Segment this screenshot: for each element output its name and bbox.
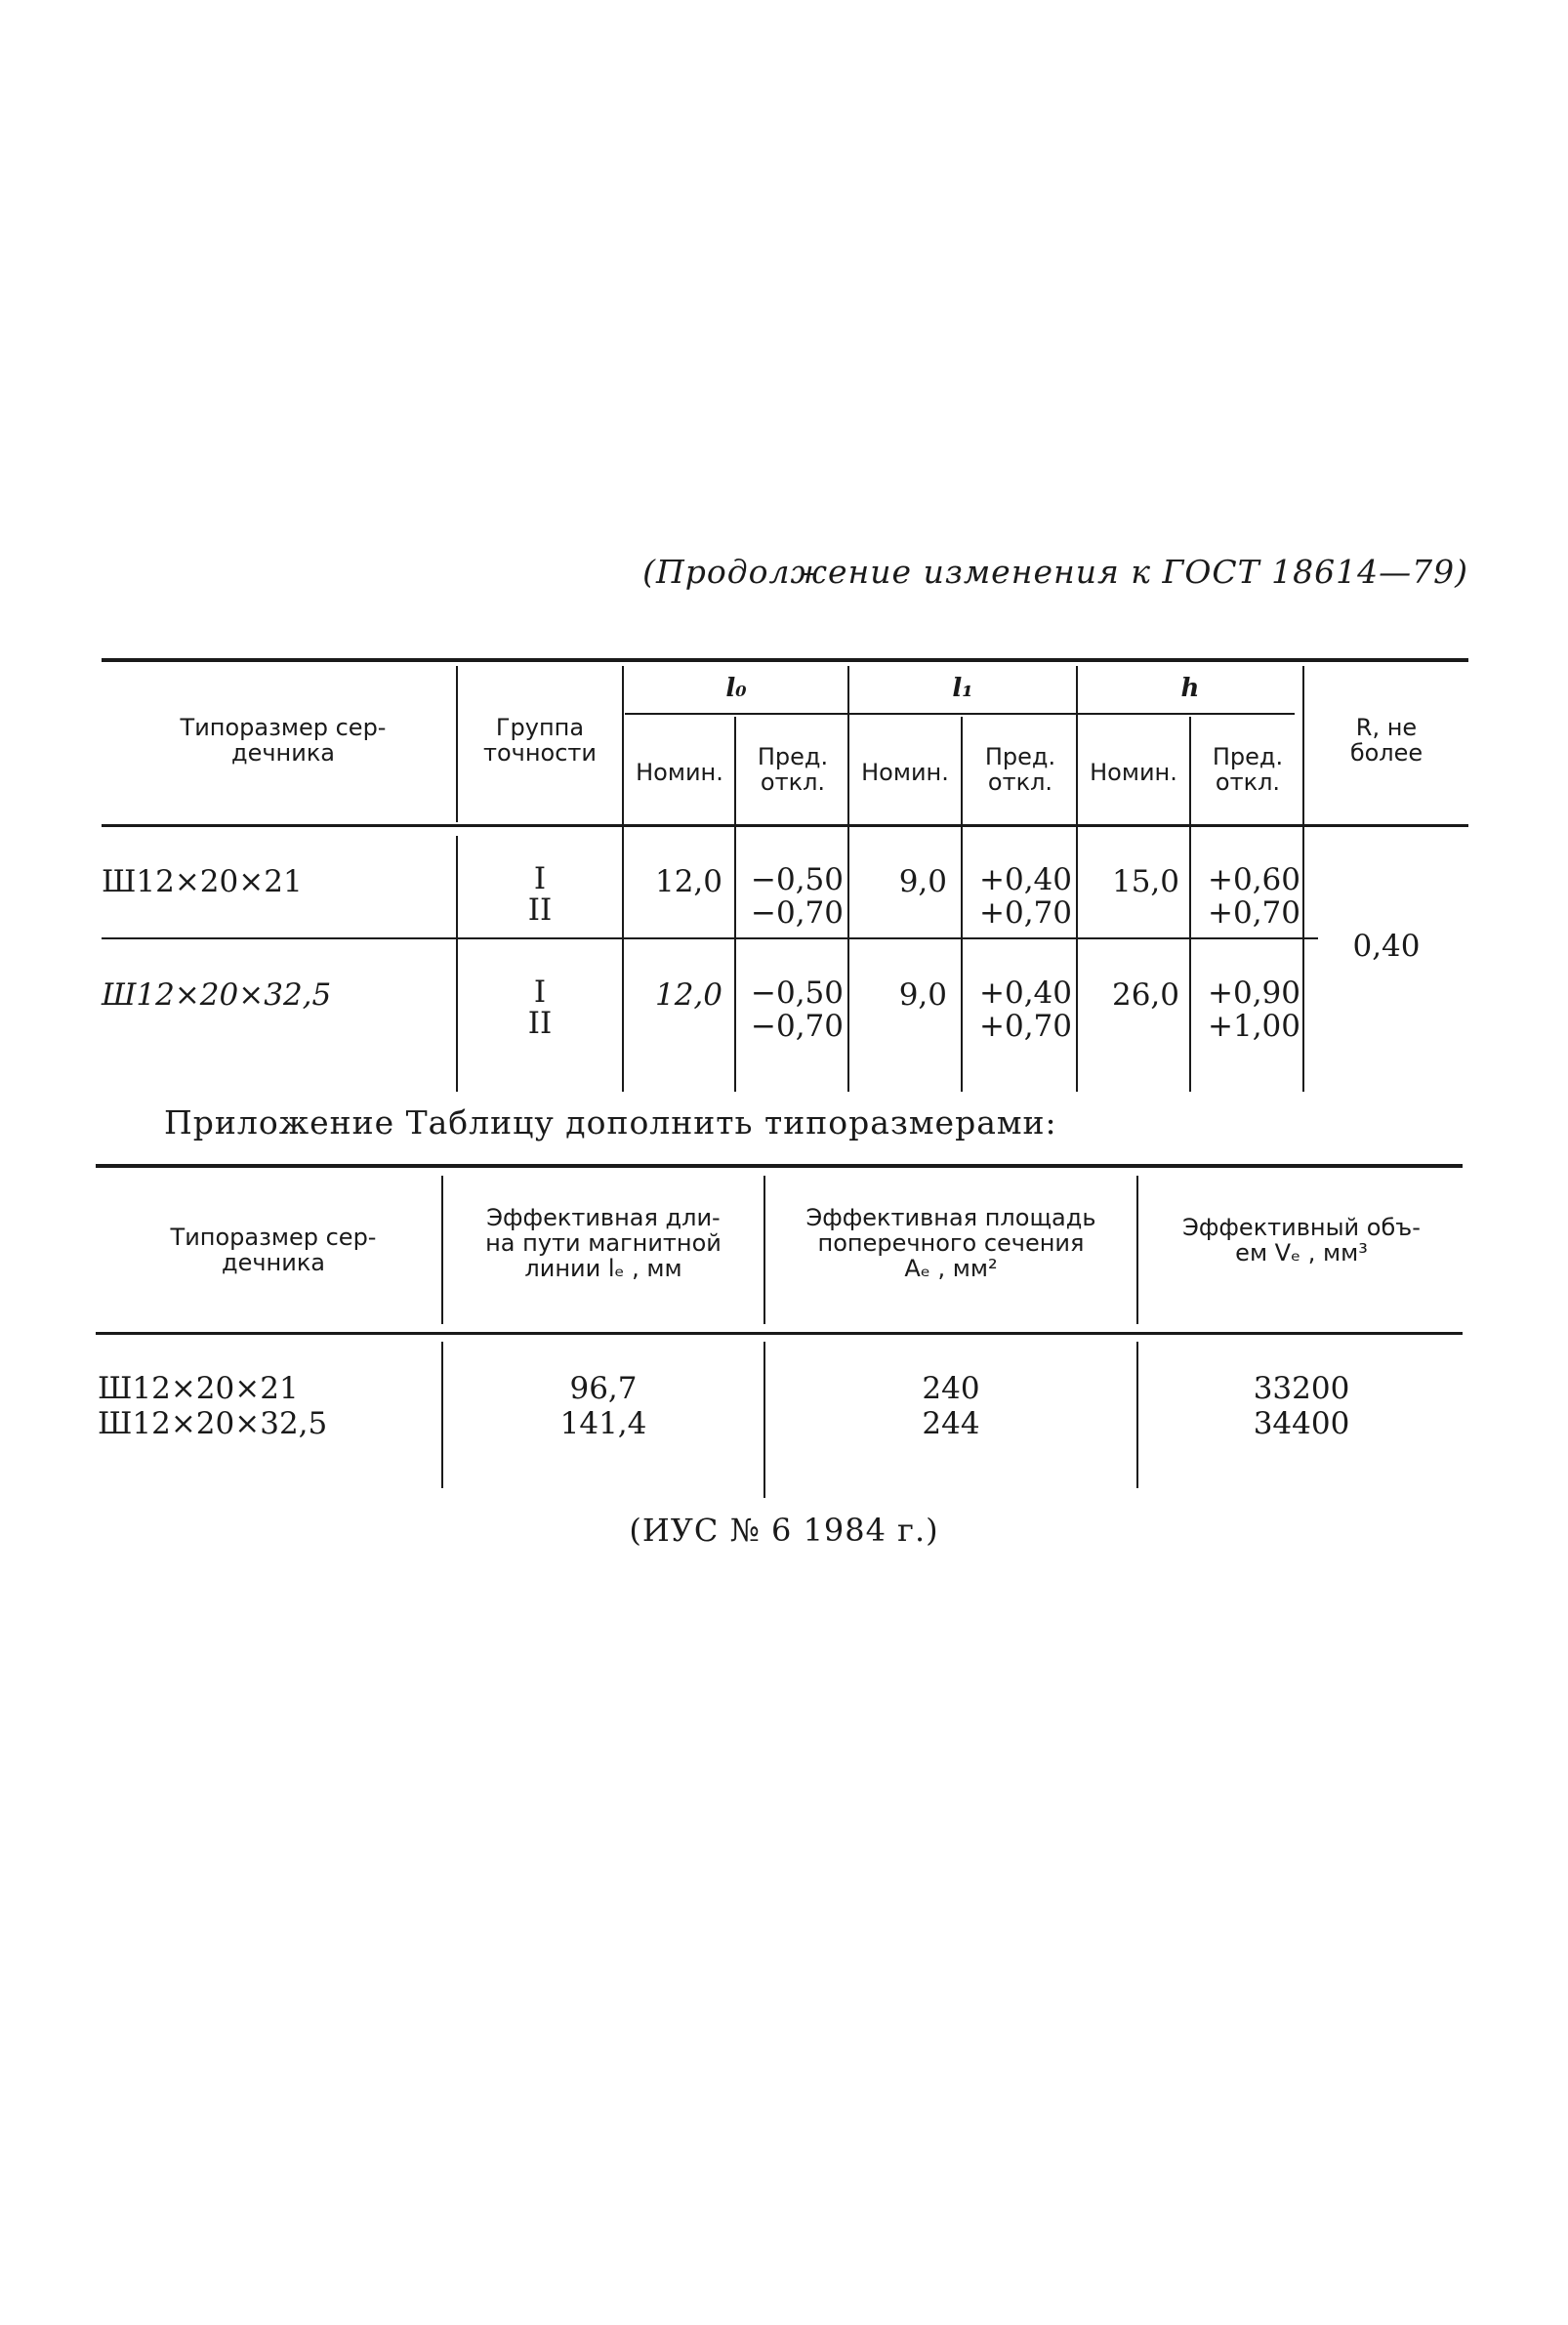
table1-subrule: [1191, 937, 1300, 939]
table1-col-l1-nom: Номин.: [861, 759, 949, 786]
table2-vrule: [763, 1342, 765, 1498]
table2-ve-values: 33200 34400: [1253, 1371, 1350, 1441]
table1-row1-groups: I II: [527, 861, 553, 928]
table2-col-ae: Эффективная площадь поперечного сечения Aₑ , мм²: [805, 1204, 1096, 1282]
table2-col-le: Эффективная дли- на пути магнитной линии lₑ , мм: [485, 1204, 722, 1282]
table1-col-h: h: [1180, 674, 1200, 703]
table2-col-ve: Эффективный объ- ем Vₑ , мм³: [1182, 1214, 1421, 1266]
table1-subrule: [734, 937, 844, 939]
table1-row1-h-dev: +0,60 +0,70: [1208, 862, 1300, 931]
table2-top-rule: [96, 1164, 1463, 1168]
table1-row1-l0-nom: 12,0: [654, 864, 722, 899]
table1-row1-l0-dev: −0,50 −0,70: [751, 862, 844, 931]
table1-vrule: [456, 666, 458, 822]
table1-col-l0: l₀: [725, 674, 747, 703]
table1-row2-l1-nom: 9,0: [898, 977, 947, 1013]
table1-row1-size: Ш12×20×21: [102, 864, 303, 899]
table1-vrule: [1302, 666, 1304, 1092]
table1-row2-l0-dev: −0,50 −0,70: [751, 976, 844, 1044]
table2-vrule: [1136, 1176, 1138, 1324]
table2-vrule: [1136, 1342, 1138, 1488]
table1-row2-l1-dev: +0,40 +0,70: [979, 976, 1072, 1044]
table1-row-rule: [102, 937, 1318, 939]
table1-vrule: [456, 836, 458, 1092]
table1-row1-l1-dev: +0,40 +0,70: [979, 862, 1072, 931]
table1-col-l0-dev: Пред. откл.: [757, 743, 829, 796]
table1-col-r: R, не более: [1349, 714, 1424, 767]
table1-header-rule: [102, 824, 1468, 827]
table1-top-rule: [102, 658, 1468, 662]
table2-vrule: [441, 1176, 443, 1324]
table1-row2-h-nom: 26,0: [1111, 977, 1179, 1013]
table1-row1-l1-nom: 9,0: [898, 864, 947, 899]
table1-col-h-nom: Номин.: [1090, 759, 1177, 786]
table2-header-rule: [96, 1332, 1463, 1335]
table2-le-values: 96,7 141,4: [559, 1371, 647, 1441]
continuation-header: (Продолжение изменения к ГОСТ 18614—79): [642, 553, 1468, 591]
table1-col-group: Группа точности: [483, 714, 597, 767]
table1-vrule: [622, 666, 624, 1092]
table1-row2-groups: I II: [527, 975, 553, 1041]
table1-r-value: 0,40: [1352, 929, 1421, 964]
table2-col-size: Типоразмер сер- дечника: [170, 1224, 377, 1276]
table1-subrule: [963, 937, 1072, 939]
table1-row1-h-nom: 15,0: [1111, 864, 1179, 899]
table1-col-l1: l₁: [952, 674, 973, 703]
appendix-note: Приложение Таблицу дополнить типоразмерами:: [164, 1103, 1057, 1142]
table2-vrule: [441, 1342, 443, 1488]
table1-col-l1-dev: Пред. откл.: [984, 743, 1056, 796]
table1-row2-size: Ш12×20×32,5: [102, 977, 332, 1013]
reference-note: (ИУС № 6 1984 г.): [629, 1512, 939, 1549]
table1-row2-h-dev: +0,90 +1,00: [1208, 976, 1300, 1044]
table2-ae-values: 240 244: [922, 1371, 980, 1441]
table1-group-rule: [625, 713, 1295, 715]
table1-row2-l0-nom: 12,0: [654, 977, 722, 1013]
table1-col-size: Типоразмер сер- дечника: [180, 714, 387, 767]
table1-col-l0-nom: Номин.: [636, 759, 723, 786]
table2-vrule: [763, 1176, 765, 1324]
table2-sizes: Ш12×20×21 Ш12×20×32,5: [98, 1371, 328, 1441]
table1-col-h-dev: Пред. откл.: [1212, 743, 1284, 796]
